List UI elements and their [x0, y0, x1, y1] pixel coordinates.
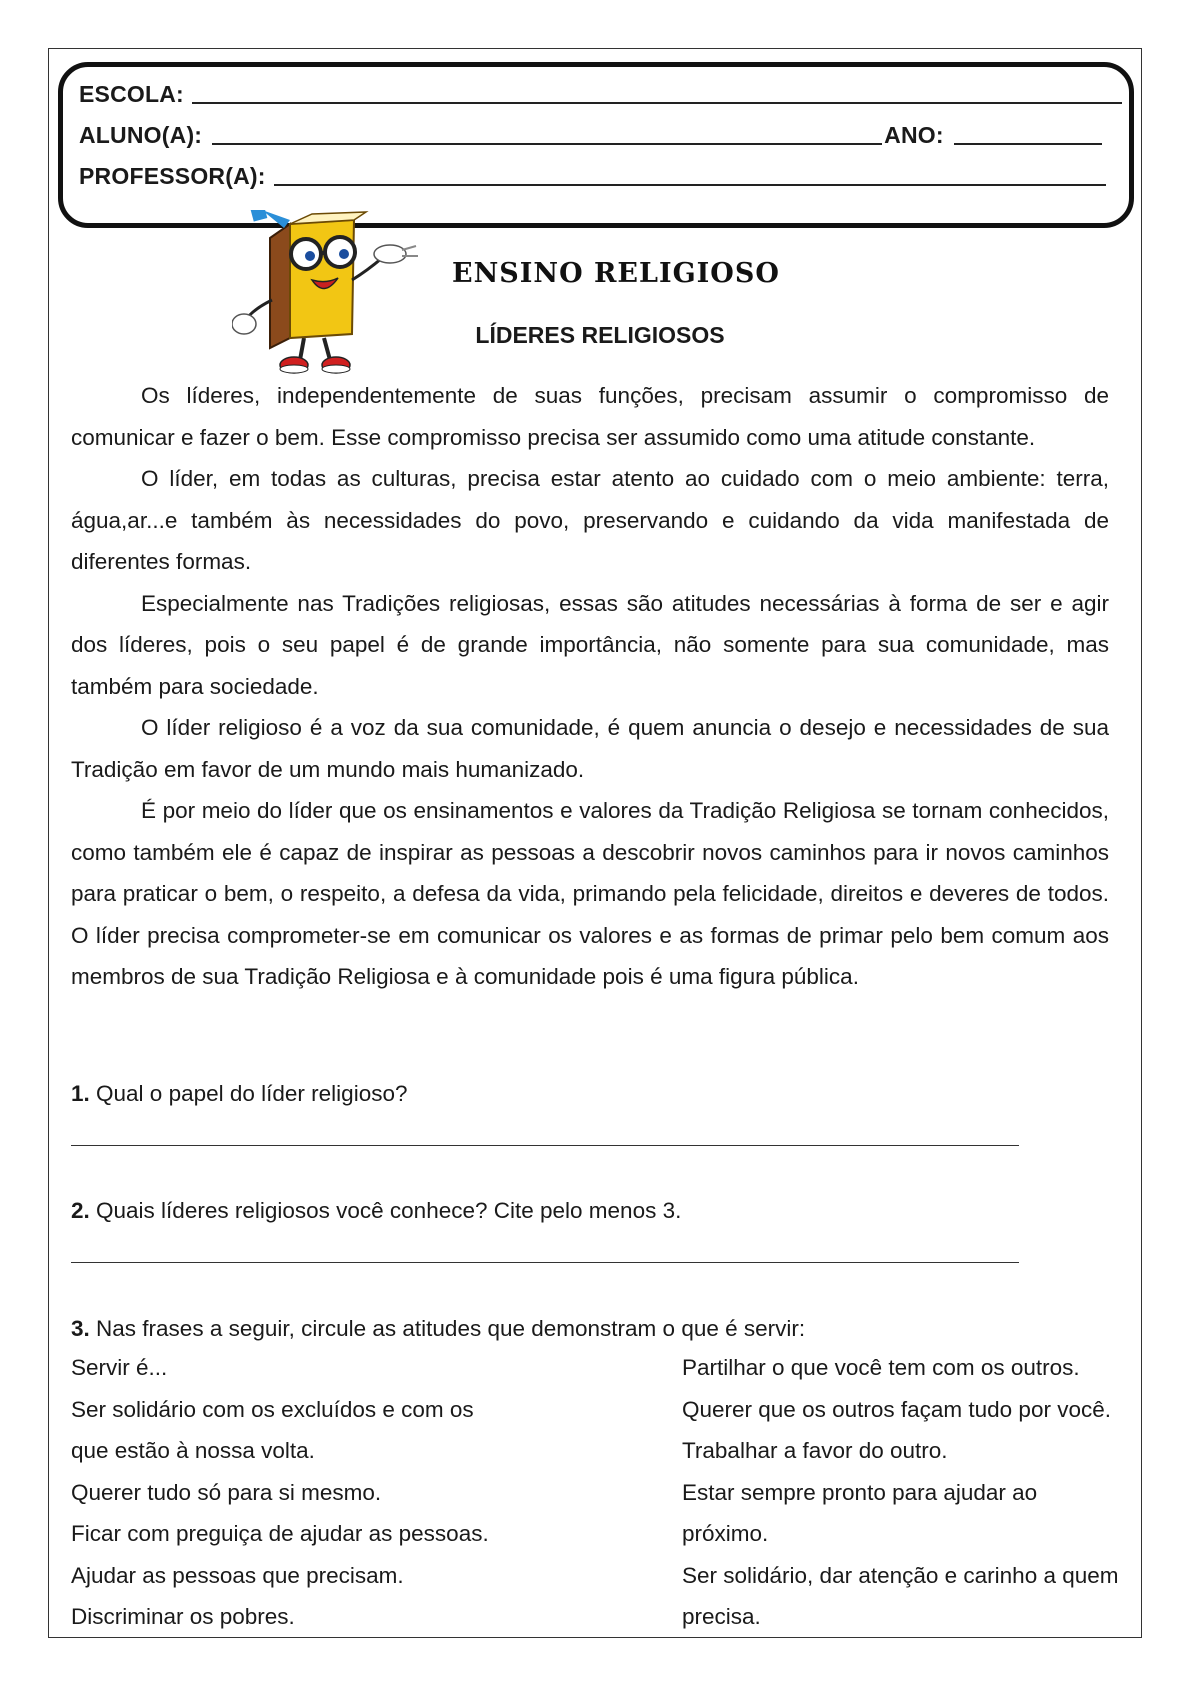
- question-text: Qual o papel do líder religioso?: [96, 1081, 408, 1106]
- reading-text: [71, 375, 1109, 998]
- option-item: Servir é...: [71, 1355, 168, 1380]
- school-blank[interactable]: [192, 102, 1122, 104]
- question-number: 3.: [71, 1316, 90, 1341]
- question-1: [71, 1081, 407, 1107]
- year-label: ANO:: [884, 122, 944, 148]
- subtitle-text: LÍDERES RELIGIOSOS: [475, 322, 725, 348]
- question-number: 1.: [71, 1081, 90, 1106]
- option-item[interactable]: Querer que os outros façam tudo por você.: [682, 1396, 1111, 1422]
- paragraph: O líder religioso é a voz da sua comunidade, é quem anuncia o desejo e necessidades de sua Tradição em favor de um mundo mais humanizado.: [71, 715, 1109, 782]
- question-text: Nas frases a seguir, circule as atitudes que demonstram o que é servir:: [96, 1316, 806, 1341]
- options-left-column: [71, 1347, 489, 1638]
- question-2: [71, 1198, 681, 1224]
- option-item[interactable]: que estão à nossa volta.: [71, 1438, 315, 1463]
- paragraph: Os líderes, independentemente de suas funções, precisam assumir o compromisso de comunicar e fazer o bem. Esse compromisso precisa ser assumido como uma atitude constante.: [71, 383, 1109, 450]
- options-right-column: [682, 1347, 1119, 1638]
- document-subtitle: [0, 322, 1190, 349]
- teacher-blank[interactable]: [274, 184, 1106, 186]
- teacher-label: PROFESSOR(A):: [79, 163, 266, 189]
- option-item[interactable]: Discriminar os pobres.: [71, 1604, 295, 1629]
- student-blank[interactable]: [212, 143, 882, 145]
- option-item[interactable]: Ser solidário, dar atenção e carinho a quem: [682, 1562, 1119, 1588]
- paragraph: É por meio do líder que os ensinamentos e valores da Tradição Religiosa se tornam conhecidos, como também ele é capaz de inspirar as pessoas a descobrir novos caminhos para ir novos caminhos para praticar o bem, o respeito, a defesa da vida, primando pela felicidade, direitos e deveres de todos. O líder precisa comprometer-se em comunicar os valores e as formas de primar pelo bem comum aos membros de sua Tradição Religiosa e à comunidade pois é uma figura pública.: [71, 798, 1109, 989]
- year-blank[interactable]: [954, 143, 1102, 145]
- option-item[interactable]: Trabalhar a favor do outro.: [682, 1438, 948, 1463]
- student-label: ALUNO(A):: [79, 122, 203, 148]
- school-label: ESCOLA:: [79, 81, 184, 107]
- answer-line-1[interactable]: [71, 1145, 1019, 1146]
- option-item[interactable]: precisa.: [682, 1604, 761, 1629]
- option-item[interactable]: Partilhar o que você tem com os outros.: [682, 1355, 1080, 1380]
- question-3: [71, 1316, 805, 1342]
- option-item[interactable]: próximo.: [682, 1521, 769, 1546]
- student-row: [79, 122, 1102, 149]
- question-text: Quais líderes religiosos você conhece? Cite pelo menos 3.: [96, 1198, 682, 1223]
- paragraph: Especialmente nas Tradições religiosas, essas são atitudes necessárias à forma de ser e agir dos líderes, pois o seu papel é de grande importância, não somente para sua comunidade, mas também para sociedade.: [71, 590, 1109, 699]
- book-mascot-illustration: [232, 210, 432, 382]
- option-item[interactable]: Ajudar as pessoas que precisam.: [71, 1562, 404, 1588]
- school-row: [79, 81, 1122, 108]
- paragraph: O líder, em todas as culturas, precisa estar atento ao cuidado com o meio ambiente: terra, água,ar...e também às necessidades do povo, preservando e cuidando da vida manifestada de diferentes formas.: [71, 466, 1109, 574]
- document-title: ENSINO RELIGIOSO: [452, 258, 780, 289]
- teacher-row: [79, 163, 1106, 190]
- option-item[interactable]: Ficar com preguiça de ajudar as pessoas.: [71, 1521, 489, 1546]
- answer-line-2[interactable]: [71, 1262, 1019, 1263]
- option-item[interactable]: Querer tudo só para si mesmo.: [71, 1479, 382, 1505]
- question-number: 2.: [71, 1198, 90, 1223]
- option-item[interactable]: Estar sempre pronto para ajudar ao: [682, 1479, 1038, 1505]
- option-item[interactable]: Ser solidário com os excluídos e com os: [71, 1396, 474, 1422]
- student-info-header: [58, 62, 1134, 228]
